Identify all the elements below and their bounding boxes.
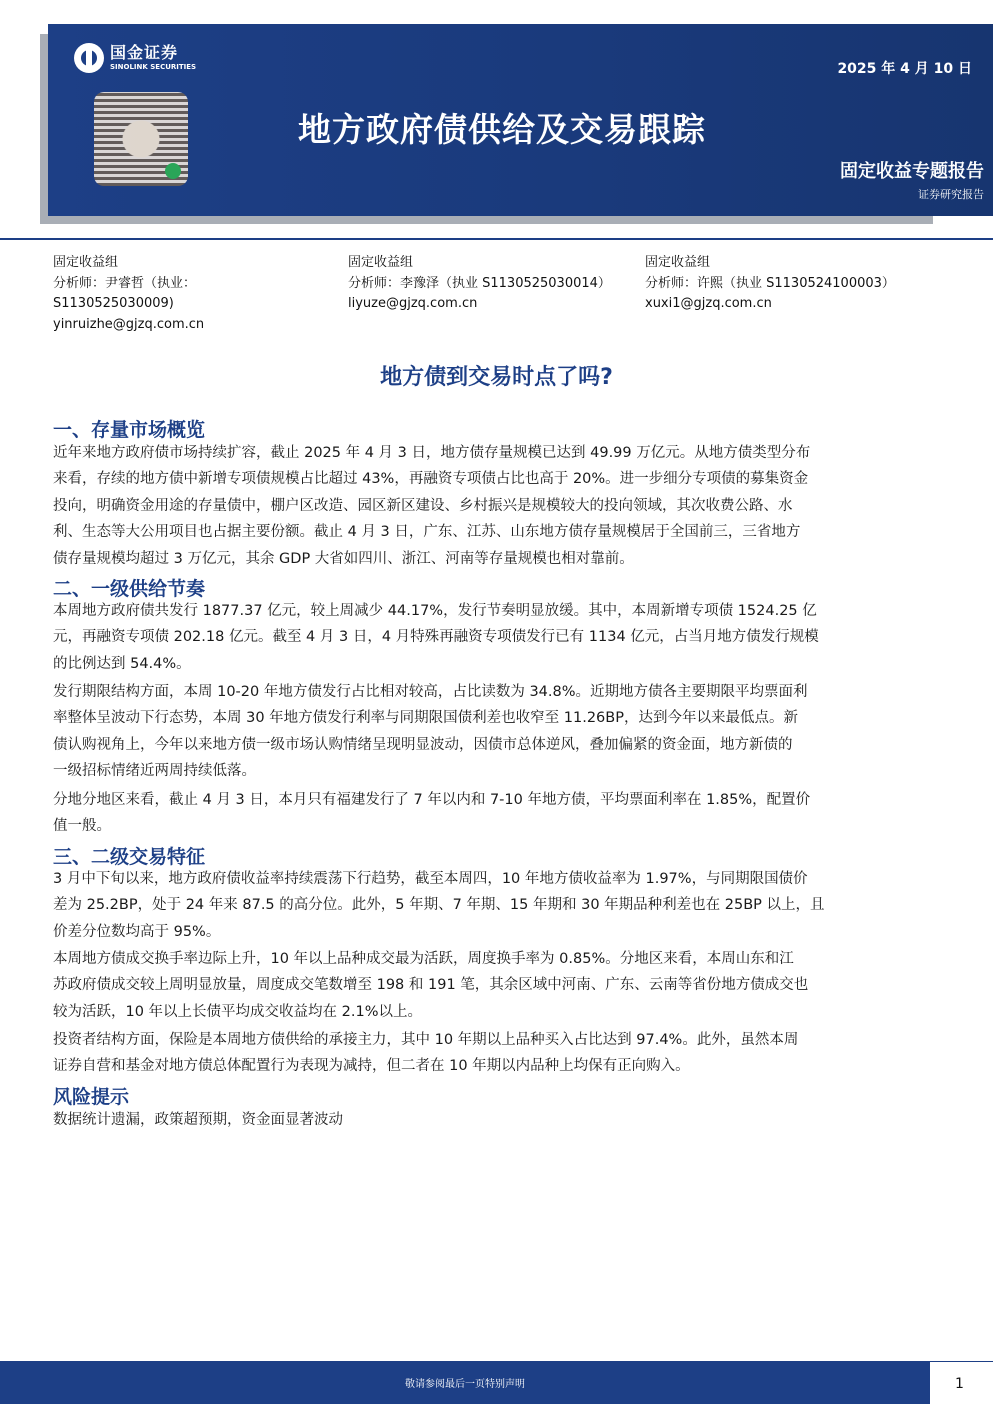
text-line: 投资者结构方面，保险是本周地方债供给的承接主力，其中 10 年期以上品种买入占比达到 97.4%。此外，虽然本周 — [53, 1032, 799, 1048]
analyst-team: 固定收益组 — [645, 255, 711, 270]
report-subtype: 证券研究报告 — [918, 188, 984, 201]
text-line: 元，再融资专项债 202.18 亿元。截至 4 月 3 日，4 月特殊再融资专项债发行已有 1134 亿元，占当月地方债发行规模 — [53, 629, 819, 646]
article-headline: 地方债到交易时点了吗? — [380, 365, 613, 390]
analyst-block-3 — [645, 253, 895, 315]
logo-en: SINOLINK SECURITIES — [110, 63, 197, 71]
paragraph — [53, 1107, 940, 1133]
paragraph — [53, 866, 940, 945]
company-logo — [74, 43, 196, 73]
analyst-name: 分析师：许熙（执业 S1130524100003） — [645, 275, 895, 291]
analyst-license: S1130525030009) — [53, 296, 174, 311]
analyst-team: 固定收益组 — [53, 255, 119, 270]
text-line: 利、生态等大公用项目也占据主要份额。截止 4 月 3 日，广东、江苏、山东地方债存量规模居于全国前三，三省地方 — [53, 524, 801, 541]
text-line: 本周地方政府债共发行 1877.37 亿元，较上周减少 44.17%，发行节奏明显放缓。其中，本周新增专项债 1524.25 亿 — [53, 603, 817, 619]
text-line: 差为 25.2BP，处于 24 年来 87.5 的高分位。此外，5 年期、7 年期、15 年期和 30 年期品种利差也在 25BP 以上，且 — [53, 897, 825, 914]
text-line: 苏政府债成交较上周明显放量，周度成交笔数增至 198 和 191 笔，其余区域中河南、广东、云南等省份地方债成交也 — [53, 977, 809, 994]
text-line: 3 月中下旬以来，地方政府债收益率持续震荡下行趋势，截至本周四，10 年地方债收益率为 1.97%，与同期限国债价 — [53, 871, 808, 887]
analyst-name: 分析师：李豫泽（执业 S1130525030014） — [348, 275, 611, 291]
header-divider — [0, 238, 993, 240]
text-line: 数据统计遗漏，政策超预期，资金面显著波动 — [53, 1112, 343, 1128]
analyst-name: 分析师：尹睿哲（执业： — [53, 275, 197, 291]
text-line: 的比例达到 54.4%。 — [53, 655, 191, 672]
text-line: 证券自营和基金对地方债总体配置行为表现为减持，但二者在 10 年期以内品种上均保有正向购入。 — [53, 1058, 690, 1075]
analyst-block-2 — [348, 253, 611, 315]
analyst-email: liyuze@gjzq.com.cn — [348, 296, 478, 311]
text-line: 投向，明确资金用途的存量债中，棚户区改造、园区新区建设、乡村振兴是规模较大的投向领域，其次收费公路、水 — [53, 497, 793, 514]
analyst-email: xuxi1@gjzq.com.cn — [645, 296, 772, 311]
section-title-primary-supply: 二、一级供给节奏 — [53, 578, 206, 600]
analyst-email: yinruizhe@gjzq.com.cn — [53, 316, 205, 332]
text-line: 来看，存续的地方债中新增专项债规模占比超过 43%，再融资专项债占比也高于 20%。进一步细分专项债的募集资金 — [53, 471, 809, 488]
text-line: 值一般。 — [53, 818, 111, 835]
analyst-team: 固定收益组 — [348, 255, 414, 270]
text-line: 债认购视角上，今年以来地方债一级市场认购情绪呈现明显波动，因债市总体逆风，叠加偏紧的资金面，地方新债的 — [53, 736, 793, 753]
text-line: 本周地方债成交换手率边际上升，10 年以上品种成交最为活跃，周度换手率为 0.85%。分地区来看，本周山东和江 — [53, 951, 794, 967]
text-line: 较为活跃，10 年以上长债平均成交收益均在 2.1%以上。 — [53, 1003, 423, 1020]
section-title-stock: 一、存量市场概览 — [53, 419, 206, 441]
text-line: 率整体呈波动下行态势，本周 30 年地方债发行利率与同期限国债利差也收窄至 11.26BP，达到今年以来最低点。新 — [53, 710, 798, 727]
logo-mark-icon — [74, 43, 104, 73]
report-date: 2025 年 4 月 10 日 — [837, 61, 972, 77]
paragraph — [53, 946, 940, 1025]
mini-program-icon — [165, 163, 181, 179]
paragraph — [53, 787, 940, 840]
report-title: 地方政府债供给及交易跟踪 — [298, 110, 706, 149]
logo-cn: 国金证券 — [110, 43, 179, 62]
text-line: 发行期限结构方面，本周 10-20 年地方债发行占比相对较高，占比读数为 34.8%。近期地方债各主要期限平均票面利 — [53, 684, 808, 700]
section-title-secondary-trading: 三、二级交易特征 — [53, 846, 206, 868]
text-line: 分地分地区来看，截止 4 月 3 日，本月只有福建发行了 7 年以内和 7-10 年地方债，平均票面利率在 1.85%，配置价 — [53, 792, 811, 808]
footer-disclaimer: 敬请参阅最后一页特别声明 — [405, 1379, 525, 1390]
paragraph — [53, 598, 940, 677]
text-line: 价差分位数均高于 95%。 — [53, 923, 221, 940]
report-type: 固定收益专题报告 — [840, 161, 984, 182]
paragraph — [53, 440, 940, 572]
section-title-risk: 风险提示 — [53, 1086, 130, 1108]
paragraph — [53, 679, 940, 785]
paragraph — [53, 1027, 940, 1080]
text-line: 一级招标情绪近两周持续低落。 — [53, 763, 256, 780]
page-number: 1 — [955, 1376, 964, 1392]
text-line: 债存量规模均超过 3 万亿元，其余 GDP 大省如四川、浙江、河南等存量规模也相对靠前。 — [53, 550, 634, 567]
text-line: 近年来地方政府债市场持续扩容，截止 2025 年 4 月 3 日，地方债存量规模已达到 49.99 万亿元。从地方债类型分布 — [53, 445, 811, 461]
analyst-block-1 — [53, 253, 204, 335]
